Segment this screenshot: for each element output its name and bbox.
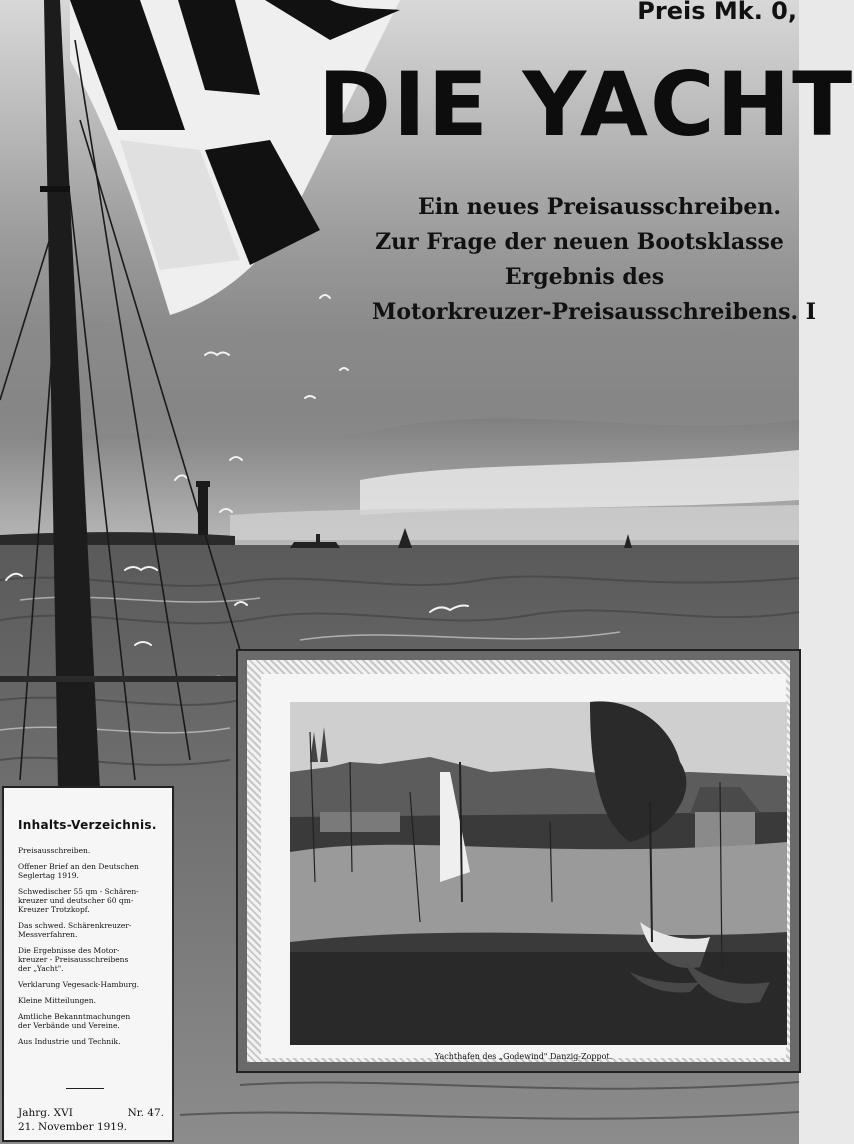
volume-number: Jahrg. XVI [18, 1107, 73, 1119]
toc-item: Das schwed. Schärenkreuzer- Messverfahren. [18, 921, 132, 939]
toc-item: Amtliche Bekanntmachungen der Verbände und Vereine. [18, 1012, 131, 1030]
toc-item: Kleine Mitteilungen. [18, 996, 96, 1005]
magazine-title: DIE YACHT [318, 53, 854, 156]
issue-number: Nr. 47. [127, 1107, 164, 1119]
toc-title: Inhalts-Verzeichnis. [18, 818, 157, 832]
photo-panel [261, 674, 786, 1061]
headline-2: Zur Frage der neuen Bootsklasse [375, 229, 784, 255]
cover-price: Preis Mk. 0, [637, 0, 797, 25]
headline-block [360, 192, 817, 332]
photo-caption: Yachthafen des „Godewind" Danzig-Zoppot. [434, 1052, 613, 1061]
headline-4: Motorkreuzer-Preisausschreibens. I [372, 299, 817, 325]
table-of-contents [2, 786, 174, 1142]
toc-item: Verklarung Vegesack-Hamburg. [18, 980, 139, 989]
toc-item: Schwedischer 55 qm - Schären- kreuzer und deutscher 60 qm- Kreuzer Trotzkopf. [18, 887, 139, 914]
toc-item: Die Ergebnisse des Motor- kreuzer - Preisausschreibens der „Yacht". [18, 946, 129, 973]
rope-frame [238, 651, 799, 1071]
headline-1: Ein neues Preisausschreiben. [417, 194, 782, 220]
headline-3: Ergebnis des [504, 264, 665, 290]
toc-divider [66, 1088, 104, 1089]
toc-item: Offener Brief an den Deutschen Seglertag 1919. [18, 862, 139, 880]
harbor-photo [290, 702, 787, 1045]
toc-item: Aus Industrie und Technik. [18, 1037, 121, 1046]
issue-info [18, 1106, 164, 1134]
toc-item: Preisausschreiben. [18, 846, 91, 855]
issue-date: 21. November 1919. [18, 1121, 127, 1133]
